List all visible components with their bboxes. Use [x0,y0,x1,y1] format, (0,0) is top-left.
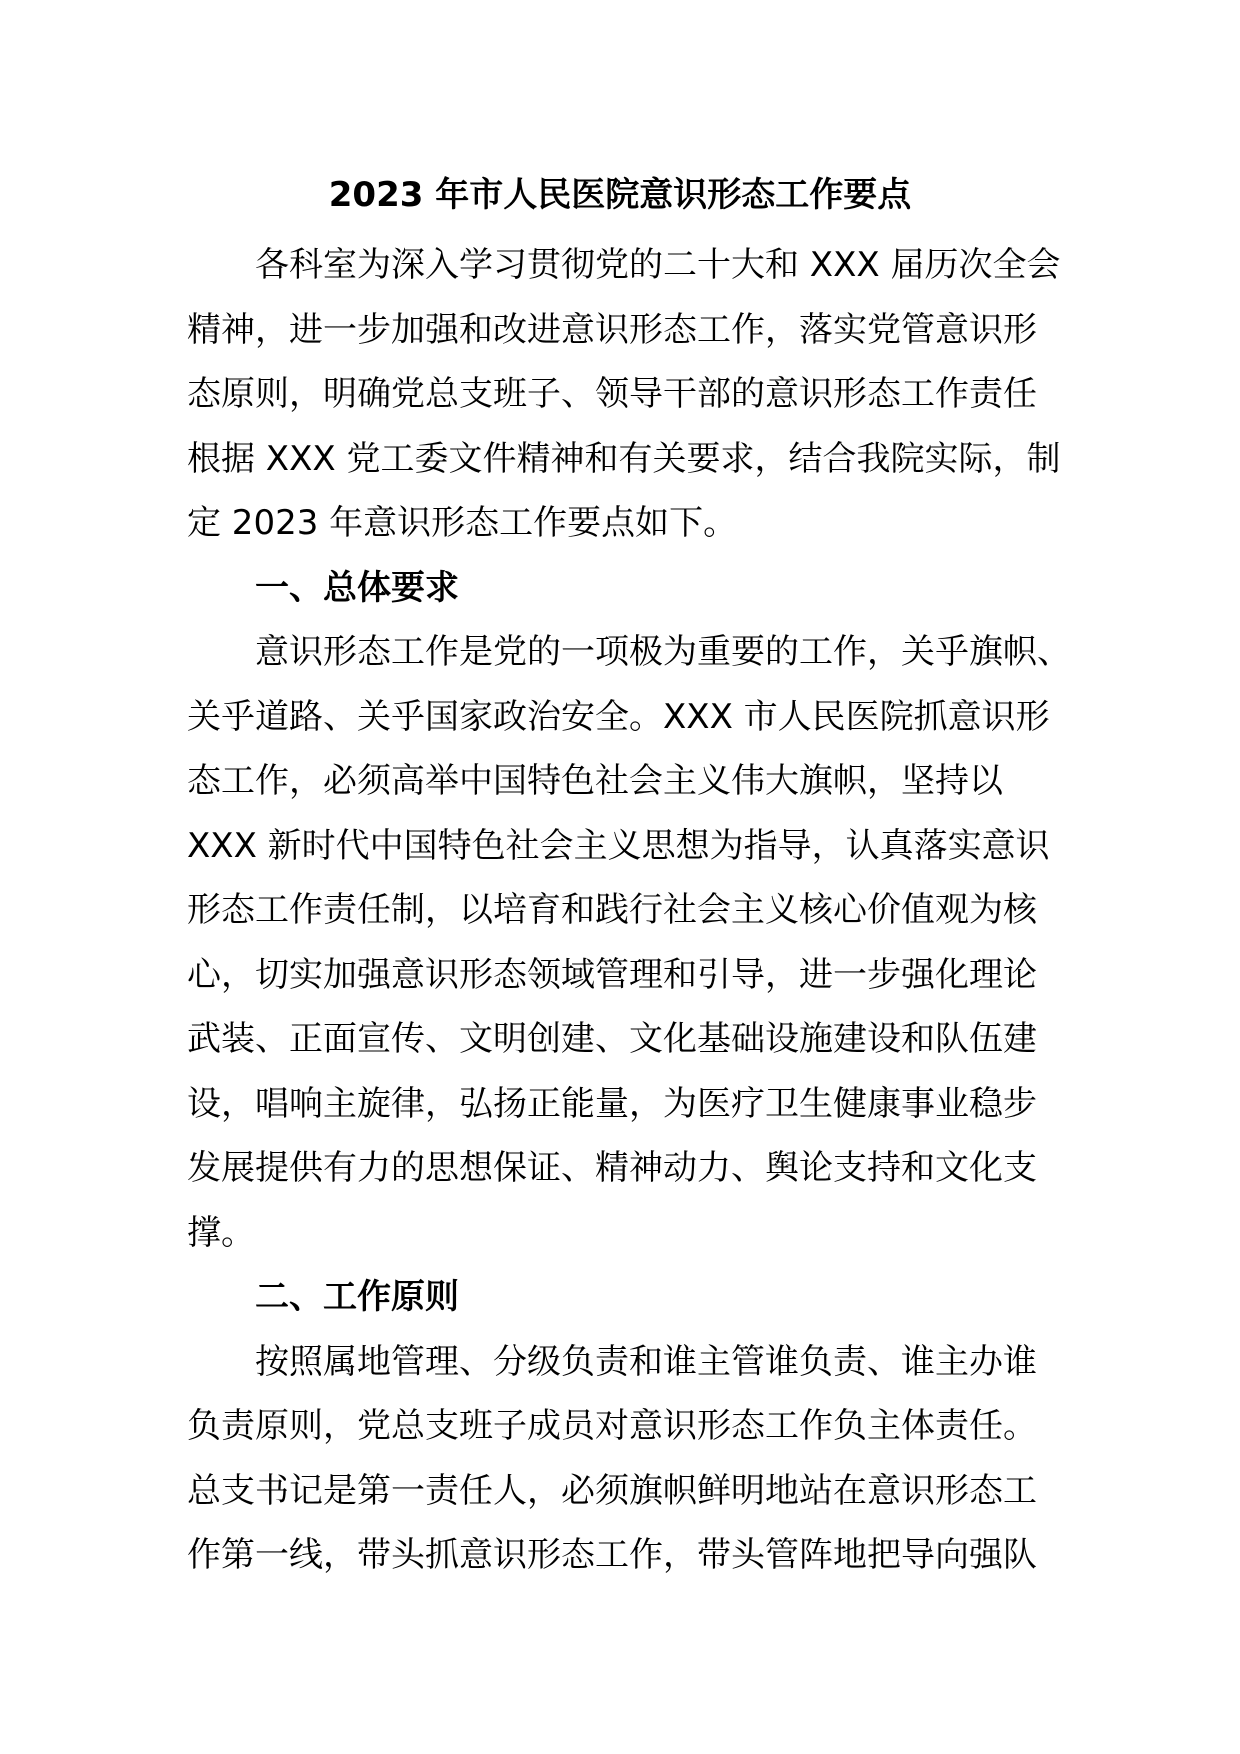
paragraph-line: XXX 新时代中国特色社会主义思想为指导，认真落实意识 [187,825,1050,866]
section-heading: 二、工作原则 [255,1277,459,1317]
paragraph-line: 发展提供有力的思想保证、精神动力、舆论支持和文化支 [187,1148,1037,1188]
paragraph-line: 态工作，必须高举中国特色社会主义伟大旗帜，坚持以 [187,761,1003,801]
document-title: 2023 年市人民医院意识形态工作要点 [328,175,912,215]
paragraph-line: 意识形态工作是党的一项极为重要的工作，关乎旗帜、 [255,632,1071,672]
paragraph-line: 根据 XXX 党工委文件精神和有关要求，结合我院实际，制 [187,438,1061,479]
paragraph-line: 定 2023 年意识形态工作要点如下。 [187,503,738,543]
paragraph-line: 各科室为深入学习贯彻党的二十大和 XXX 届历次全会 [255,245,1061,285]
paragraph-line: 形态工作责任制，以培育和践行社会主义核心价值观为核 [187,890,1037,930]
paragraph-line: 撑。 [187,1212,255,1253]
paragraph-line: 总支书记是第一责任人，必须旗帜鲜明地站在意识形态工 [187,1470,1037,1511]
paragraph-line: 关乎道路、关乎国家政治安全。XXX 市人民医院抓意识形 [187,696,1050,737]
paragraph-line: 精神，进一步加强和改进意识形态工作，落实党管意识形 [187,309,1037,350]
paragraph-line: 作第一线，带头抓意识形态工作，带头管阵地把导向强队 [187,1535,1037,1575]
paragraph-line: 按照属地管理、分级负责和谁主管谁负责、谁主办谁 [255,1341,1037,1382]
paragraph-line: 设，唱响主旋律，弘扬正能量，为医疗卫生健康事业稳步 [187,1083,1037,1124]
paragraph-line: 心，切实加强意识形态领域管理和引导，进一步强化理论 [187,954,1037,995]
document-body [187,233,1071,1588]
paragraph-line: 负责原则，党总支班子成员对意识形态工作负主体责任。 [187,1406,1037,1446]
paragraph-line: 武装、正面宣传、文明创建、文化基础设施建设和队伍建 [187,1019,1037,1059]
paragraph-line: 态原则，明确党总支班子、领导干部的意识形态工作责任 [187,374,1037,414]
section-heading: 一、总体要求 [255,567,459,608]
